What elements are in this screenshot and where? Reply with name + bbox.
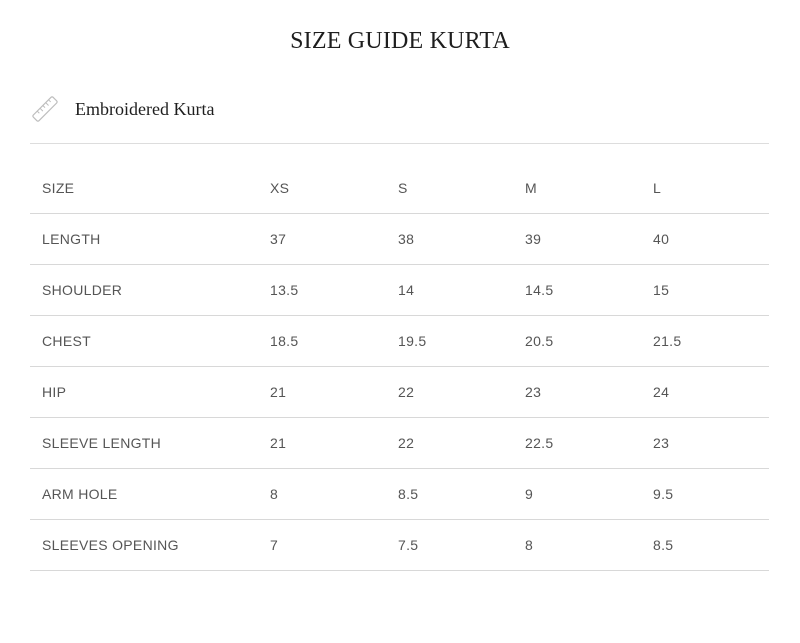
size-table: [30, 163, 769, 571]
row-label: LENGTH: [42, 231, 101, 247]
table-cell: 40: [653, 231, 670, 247]
table-cell: 23: [653, 435, 670, 451]
table-cell: 38: [398, 231, 415, 247]
table-cell: 9: [525, 486, 534, 502]
column-header: L: [653, 180, 662, 196]
table-row: [30, 265, 769, 316]
product-row: [30, 94, 214, 124]
row-label: SLEEVES OPENING: [42, 537, 179, 553]
table-cell: 22: [398, 384, 415, 400]
table-cell: 8: [525, 537, 534, 553]
page-title: SIZE GUIDE KURTA: [290, 28, 510, 54]
row-label: HIP: [42, 384, 67, 400]
table-cell: 21: [270, 384, 287, 400]
row-label: CHEST: [42, 333, 91, 349]
table-cell: 20.5: [525, 333, 554, 349]
column-header: S: [398, 180, 408, 196]
table-cell: 21.5: [653, 333, 682, 349]
ruler-icon: [30, 94, 60, 124]
table-cell: 37: [270, 231, 287, 247]
table-header-row: [30, 163, 769, 214]
table-cell: 15: [653, 282, 670, 298]
divider: [30, 143, 769, 144]
table-cell: 8.5: [653, 537, 674, 553]
row-label: SHOULDER: [42, 282, 123, 298]
table-row: [30, 214, 769, 265]
table-cell: 8: [270, 486, 279, 502]
table-cell: 14: [398, 282, 415, 298]
table-cell: 24: [653, 384, 670, 400]
table-cell: 19.5: [398, 333, 427, 349]
table-row: [30, 520, 769, 571]
column-header: XS: [270, 180, 290, 196]
table-cell: 7: [270, 537, 279, 553]
row-label: ARM HOLE: [42, 486, 118, 502]
product-name: Embroidered Kurta: [75, 98, 215, 119]
table-row: [30, 469, 769, 520]
table-row: [30, 367, 769, 418]
table-cell: 22: [398, 435, 415, 451]
row-label: SLEEVE LENGTH: [42, 435, 162, 451]
table-cell: 23: [525, 384, 542, 400]
table-row: [30, 316, 769, 367]
table-cell: 22.5: [525, 435, 554, 451]
table-cell: 14.5: [525, 282, 554, 298]
table-cell: 39: [525, 231, 542, 247]
table-cell: 7.5: [398, 537, 419, 553]
table-cell: 9.5: [653, 486, 674, 502]
column-header: M: [525, 180, 537, 196]
table-cell: 21: [270, 435, 287, 451]
table-row: [30, 418, 769, 469]
table-cell: 13.5: [270, 282, 299, 298]
column-header: SIZE: [42, 180, 75, 196]
table-cell: 18.5: [270, 333, 299, 349]
table-cell: 8.5: [398, 486, 419, 502]
